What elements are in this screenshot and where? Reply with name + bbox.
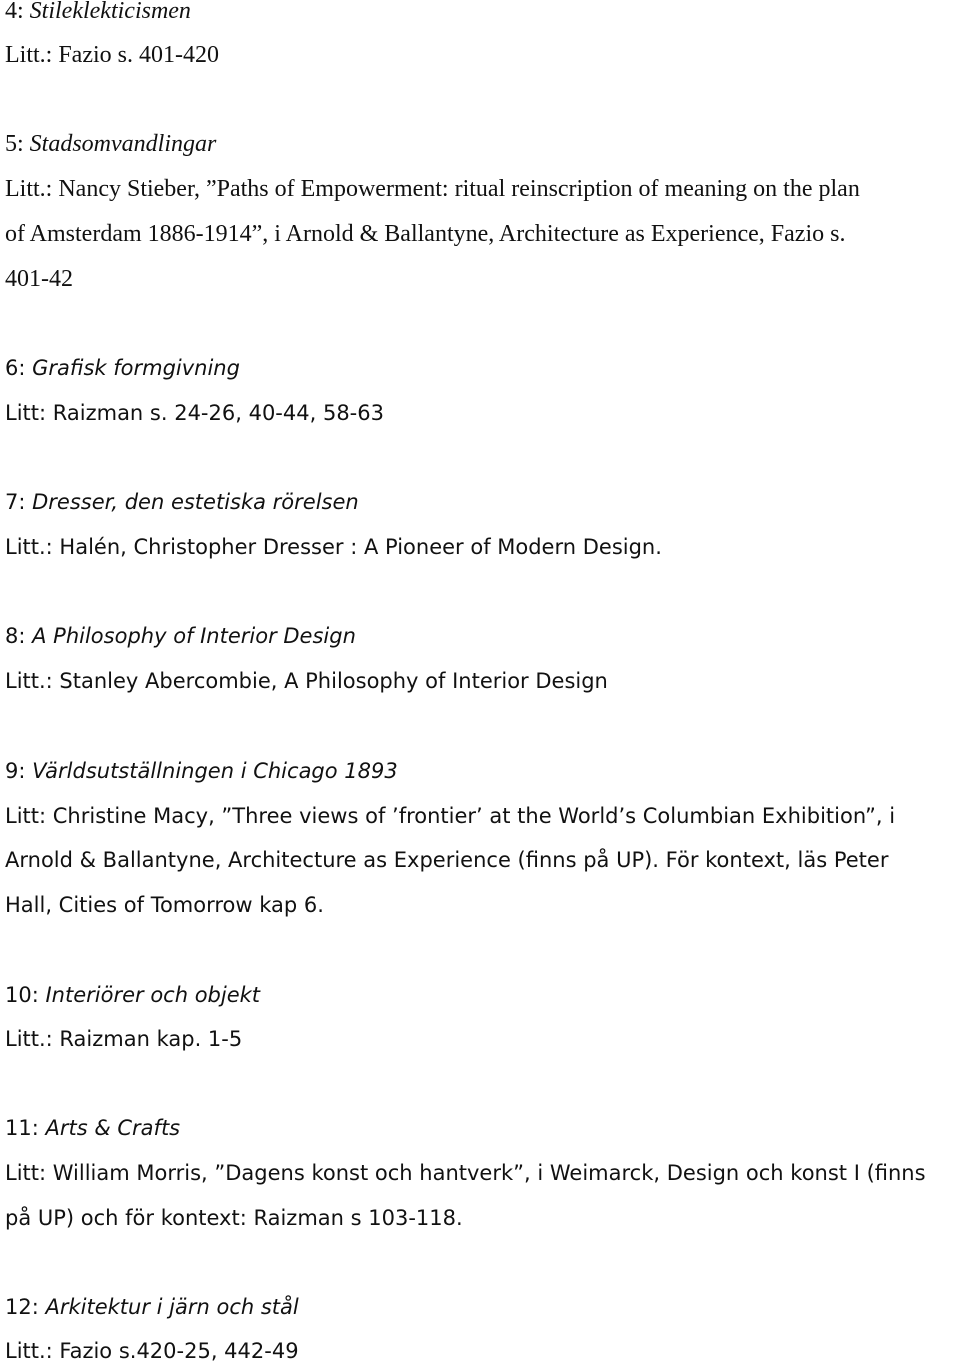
literature-line: Litt: Raizman s. 24-26, 40-44, 58-63	[5, 401, 384, 425]
section-title: Grafisk formgivning	[32, 356, 240, 380]
section-title: A Philosophy of Interior Design	[32, 624, 356, 648]
literature-line: Arnold & Ballantyne, Architecture as Experience (finns på UP). För kontext, läs Peter	[5, 848, 889, 872]
section-number: 7:	[5, 490, 33, 514]
section-title: Arkitektur i järn och stål	[45, 1295, 299, 1319]
section-number: 5:	[5, 131, 30, 157]
section-number: 10:	[5, 983, 46, 1007]
section-number: 11:	[5, 1116, 46, 1140]
literature-line: of Amsterdam 1886-1914”, i Arnold & Ballantyne, Architecture as Experience, Fazio s.	[5, 221, 846, 247]
section-number: 8:	[5, 624, 33, 648]
section-title: Stileklekticismen	[29, 0, 191, 24]
literature-line: Litt: Christine Macy, ”Three views of ’frontier’ at the World’s Columbian Exhibition”, i	[5, 804, 896, 828]
section-number: 9:	[5, 759, 33, 783]
section-title: Interiörer och objekt	[45, 983, 261, 1007]
section-title: Arts & Crafts	[45, 1116, 181, 1140]
section-heading	[5, 353, 240, 383]
literature-line: Litt.: Raizman kap. 1-5	[5, 1027, 243, 1051]
section-heading	[5, 980, 260, 1010]
section-number: 12:	[5, 1295, 46, 1319]
literature-line: Litt: William Morris, ”Dagens konst och hantverk”, i Weimarck, Design och konst I (finns	[5, 1161, 926, 1185]
section-heading	[5, 487, 359, 517]
literature-line: Litt.: Fazio s.420-25, 442-49	[5, 1339, 299, 1363]
literature-line: på UP) och för kontext: Raizman s 103-118.	[5, 1206, 463, 1230]
section-heading	[5, 0, 191, 26]
section-number: 6:	[5, 356, 33, 380]
section-title: Världsutställningen i Chicago 1893	[32, 759, 398, 783]
literature-line: Litt.: Fazio s. 401-420	[5, 42, 219, 68]
section-heading	[5, 1113, 180, 1143]
section-title: Stadsomvandlingar	[29, 131, 217, 157]
literature-line: Hall, Cities of Tomorrow kap 6.	[5, 893, 324, 917]
section-title: Dresser, den estetiska rörelsen	[32, 490, 359, 514]
section-heading	[5, 621, 356, 651]
literature-line: Litt.: Nancy Stieber, ”Paths of Empowerment: ritual reinscription of meaning on the plan	[5, 176, 860, 202]
section-number: 4:	[5, 0, 30, 24]
literature-line: 401-42	[5, 266, 73, 292]
section-heading	[5, 1292, 299, 1322]
section-heading	[5, 756, 398, 786]
section-heading	[5, 129, 216, 159]
literature-line: Litt.: Halén, Christopher Dresser : A Pioneer of Modern Design.	[5, 535, 662, 559]
literature-line: Litt.: Stanley Abercombie, A Philosophy of Interior Design	[5, 669, 608, 693]
